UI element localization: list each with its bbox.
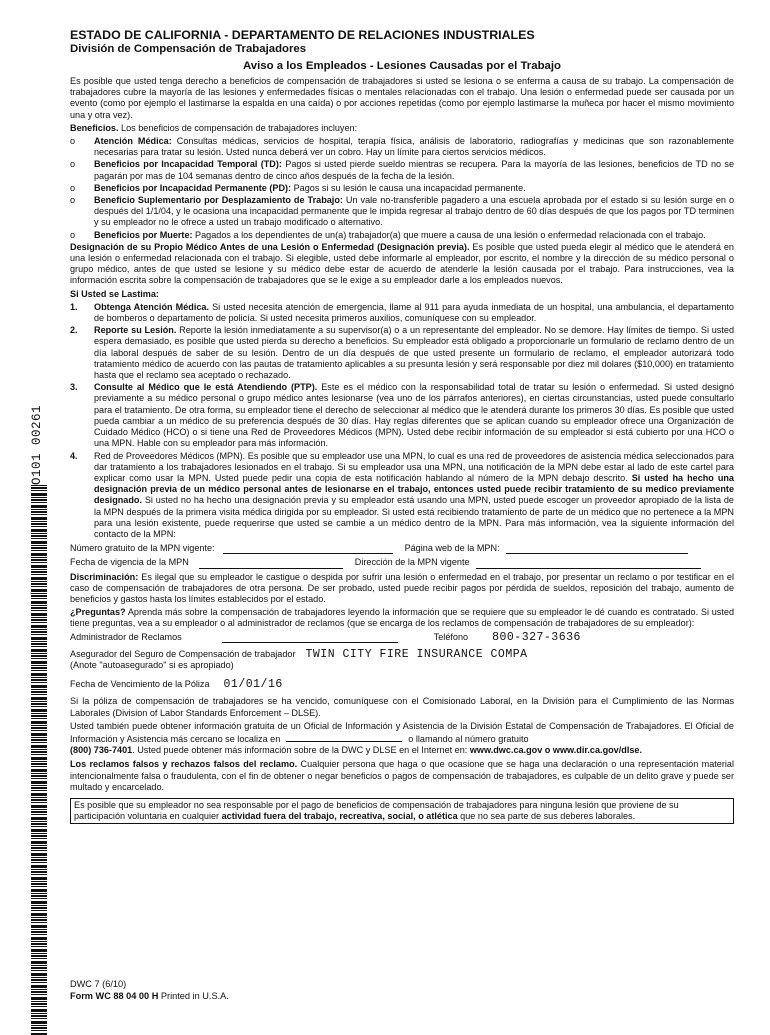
mpn-effective-label: Fecha de vigencia de la MPN	[70, 557, 189, 568]
expiry-value: 01/01/16	[223, 678, 283, 692]
form-number: Form WC 88 04 00 H Printed in U.S.A.	[70, 991, 229, 1001]
questions-paragraph: ¿Preguntas? Aprenda más sobre la compensación de trabajadores leyendo la información que se requiere que su empleador le dé cuando es contratado. Si usted tiene preguntas, vea a su empleador o al administrador de reclamos (que se encarga de los reclamos de compensación de trabajadores de su empleador):	[70, 607, 734, 629]
if-injured-heading: Si Usted se Lastima:	[70, 288, 159, 299]
expired-policy-paragraph: Si la póliza de compensación de trabajadores se ha vencido, comuníquese con el Comisionado Laboral, en la División para el Cumplimiento de las Normas Laborales (Division of Labor Standards Enforcement – DLSE).	[70, 696, 734, 718]
fraud-paragraph: Los reclamos falsos y rechazos falsos del reclamo. Cualquier persona que haga o que ocasione que se haga una declaración o una representación material intencionalmente falsa o fraudulenta, con el fin de obtener o negar beneficios o pagos de compensación de trabajadores, es culpable de un delito grave y puede ser multado y encarcelado.	[70, 759, 734, 792]
step-see-ptp: 3. Consulte al Médico que le está Atendiendo (PTP). Este es el médico con la responsabilidad total de tratar su lesión o enfermedad. Si usted designó previamente a su médico personal o grupo médico antes lesionarse (vea uno de los párrafos anteriores), en ciertas circunstancias, usted puede consultarlo para el tratamiento. De otra forma, su empleador tiene el derecho de seleccionar al médico que le atenderá durante los primeros 30 días. Es posible que usted pueda cambiar a un médico de su preferencia después de 30 días. Hay reglas diferentes que se aplican cuando su empleador ofrece una Organización de Cuidado Médico (HCO) o si tiene una Red de Proveedores Médicos (MPN). Usted debe recibir información de su empleador si está cubierto por una HCO o una MPN. Hable con su empleador para más información.	[70, 382, 734, 449]
form-footer	[70, 978, 229, 1002]
state-title: ESTADO DE CALIFORNIA - DEPARTAMENTO DE RELACIONES INDUSTRIALES	[70, 28, 535, 42]
benefit-item-td: o Beneficios por Incapacidad Temporal (TD): Pagos si usted pierde sueldo mientras se recupera. Para la mayoría de las lesiones, beneficios de TD no se pagarán por mas de 104 semanas dentro de cinco años después de la fecha de la lesión.	[70, 159, 735, 181]
claims-admin-label: Administrador de Reclamos	[70, 631, 182, 642]
side-margin	[22, 270, 48, 1030]
claims-admin-row	[70, 632, 734, 643]
insurer-value: TWIN CITY FIRE INSURANCE COMPA	[305, 647, 528, 661]
phone-label: Teléfono	[433, 631, 469, 642]
info-officer-location-field[interactable]	[286, 732, 402, 742]
notice-body	[70, 28, 734, 824]
benefit-item-pd: o Beneficios por Incapacidad Permanente (PD): Pagos si su lesión le causa una incapacidad permanente.	[70, 182, 526, 193]
phone-value: 800-327-3636	[492, 630, 581, 644]
insurer-note: (Anote "autoasegurado" si es apropiado)	[70, 659, 234, 670]
mpn-web-field[interactable]	[506, 544, 688, 554]
step-medical-care: 1. Obtenga Atención Médica. Si usted necesita atención de emergencia, llame al 911 para ayuda inmediata de un hospital, una ambulancia, el departamento de bomberos o departamento de policía. Si usted necesita primeros auxilios, comuníquese con su empleador.	[70, 301, 734, 324]
expiry-label: Fecha de Vencimiento de la Póliza	[70, 679, 210, 690]
info-officer-paragraph: Usted también puede obtener información gratuita de un Oficial de Información y Asistencia de la División Estatal de Compensación de Trabajadores. El Oficial de Información y Asistencia más cercano se localiza en o llamando al número gratuito (800) 736-7401. Usted puede obtener más información sobre de la DWC y DLSE en el Internet en: www.dwc.ca.gov o www.dir.ca.gov/dlse.	[70, 720, 734, 756]
claims-admin-field[interactable]	[222, 633, 398, 643]
form-code: DWC 7 (6/10)	[70, 979, 127, 989]
mpn-toll-free-label: Número gratuito de la MPN vigente:	[70, 543, 215, 554]
benefit-item-displacement: o Beneficio Suplementario por Desplazamiento de Trabajo: Un vale no-transferible pagadero a una escuela aprobada por el estado si su lesión surge en o después del 1/1/04, y le ocasiona una incapacidad permanente que le impida regresar al trabajo dentro de 60 días después de que los pagos por TD terminen y su empleador no le ofrece a usted un trabajo modificado o alternativo.	[70, 195, 735, 228]
step-report-injury: 2. Reporte su Lesión. Reporte la lesión inmediatamente a su supervisor(a) o a un representante del empleador. No se demore. Hay límites de tiempo. Si usted espera demasiado, es posible que usted pierda su derecho a beneficios. Su empleador está obligado a proporcionarle un formulario de reclamo dentro de un día laboral después de saber de su lesión. Dentro de un día después de que usted presente un formulario de reclamo, el empleador autorizará todo tratamiento médico de acuerdo con las pautas de tratamiento aplicables a su presunta lesión y será responsable por diez mil dolares ($10,000) en tratamiento hasta que el reclamo sea aceptado o rechazado.	[70, 325, 734, 381]
intro-paragraph: Es posible que usted tenga derecho a beneficios de compensación de trabajadores si usted se lesiona o se enferma a causa de su trabajo. La compensación de trabajadores cubre la mayoría de las lesiones y enfermedades físicas o mentales relacionadas con el trabajo. Una lesión o enfermedad puede ser causada por un evento (como por ejemplo el lastimarse la espalda en una caída) o por acciones repetidas (como por ejemplo lastimarse la muñeca por hacer el mismo movimiento una y otra vez).	[70, 76, 734, 120]
mpn-web-label: Página web de la MPN:	[404, 543, 500, 554]
mpn-row-2	[70, 557, 734, 568]
expiry-row	[70, 679, 734, 690]
predesignation-paragraph: Designación de su Propio Médico Antes de una Lesión o Enfermedad (Designación previa). Es posible que usted pueda elegir al médico que le atenderá en una lesión o enfermedad relacionada con el trabajo. Si elegible, usted debe informarle al empleador, por escrito, el nombre y la dirección de su médico personal o grupo médico, antes de que usted se lesione y su médico debe estar de acuerdo de atenderle la lesión causada por el trabajo. Para instrucciones, vea la información escrita sobre la compensación de trabajadores que se le exige a su empleador darle a los empleados nuevos.	[70, 241, 734, 286]
benefits-heading: Beneficios. Los beneficios de compensación de trabajadores incluyen:	[70, 122, 358, 133]
mpn-address-label: Dirección de la MPN vigente	[354, 557, 470, 568]
mpn-effective-field[interactable]	[199, 559, 343, 569]
recreational-activity-note: Es posible que su empleador no sea responsable por el pago de beneficios de compensación de trabajadores para ninguna lesión que proviene de su participación voluntaria en cualquier actividad fuera del trabajo, recreativa, social, o atlética que no sea parte de sus deberes laborales.	[70, 798, 734, 824]
notice-title: Aviso a los Empleados - Lesiones Causadas por el Trabajo	[243, 60, 561, 72]
step-mpn: 4. Red de Proveedores Médicos (MPN). Es posible que su empleador use una MPN, lo cual es una red de proveedores de asistencia médica seleccionados para dar tratamiento a los trabajadores lesionados en el trabajo. Si su empleador usa una MPN, una notificación de la MPN debe estar al lado de este cartel para explicar como usar la MPN. Usted puede pedir una copia de esta notificación hablando al número de la MPN debajo descrito. Si usted ha hecho una designación previa de un médico personal antes de lesionarse en el trabajo, entonces usted puede recibir tratamiento de su medico previamente designado. Si usted no ha hecho una designación previa y su empleador está usando una MPN, usted puede escoger un proveedor apropiado de la lista de la MPN después de la primera visita médica dirigida por su empleador. Si usted está recibiendo tratamiento de parte de un médico que no pertenece a la MPN para una lesión existente, puede requerirse que usted se cambie a un médico dentro de la MPN. Para más información, vea la siguiente información del contacto de la MPN:	[70, 450, 734, 539]
insurer-row	[70, 649, 734, 660]
discrimination-paragraph: Discriminación: Es ilegal que su empleador le castigue o despida por sufrir una lesión o enfermedad en el trabajo, por presentar un reclamo o por testificar en el caso de compensación de trabajadores de otra persona. De ser probado, usted puede recibir pagos por pérdida de sueldos, reposición del trabajo, aumento de beneficios y gastos hasta los límites establecidos por el estado.	[70, 571, 734, 604]
mpn-address-field[interactable]	[476, 559, 701, 569]
mpn-row-1	[70, 543, 734, 554]
benefit-item-death: o Beneficios por Muerte: Pagados a los dependientes de un(a) trabajador(a) que muere a causa de una lesión o enfermedad relacionada con el trabajo.	[70, 229, 706, 240]
division-title: División de Compensación de Trabajadores	[70, 43, 307, 55]
benefit-item-medical: o Atención Médica: Consultas médicas, servicios de hospital, terapia física, análisis de laboratorio, radiografías y medicinas que son razonablemente necesarias para tratar su lesión. Usted nunca deberá ver un cobro. Hay un límite para ciertos servicios médicos.	[70, 136, 734, 158]
barcode	[31, 485, 47, 1035]
mpn-toll-free-field[interactable]	[223, 544, 393, 554]
insurer-label: Asegurador del Seguro de Compensación de trabajador	[70, 648, 296, 659]
